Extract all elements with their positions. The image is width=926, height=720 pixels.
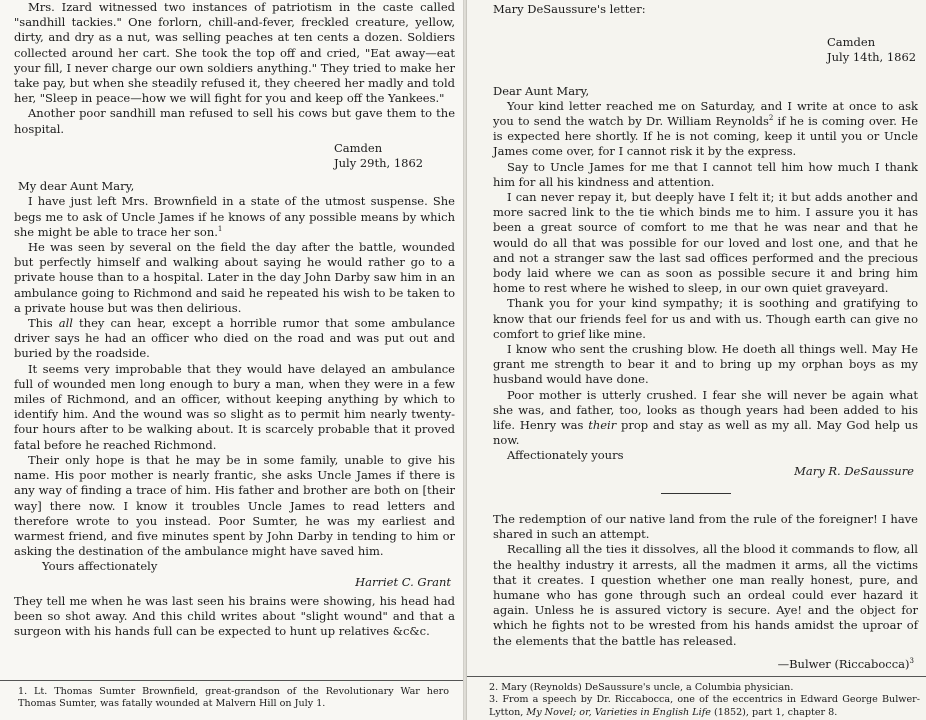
letter-paragraph-5: I know who sent the crushing blow. He doeth all things well. May He grant me strength to bear it and to bring up my orphan boys as my husband would have done. [493,342,918,387]
footnote-ref-1: 1 [217,225,223,234]
letter-closing: Affectionately yours [507,448,624,463]
footnote-ref-3: 3 [909,656,914,665]
letter-date: July 29th, 1862 [334,156,424,171]
footnotes-right [489,682,920,719]
letter-paragraph-1: I have just left Mrs. Brownfield in a state of the utmost suspense. She begs me to ask of Uncle James if he knows of any possible means by which she might be able to trace her son.$^1$ [14,194,455,239]
letter-paragraph-3: This all they can hear, except a horrible rumor that some ambulance driver says he had an officer who died on the road and was put out and buried by the roadside. [14,316,456,361]
letter-paragraph-2: He was seen by several on the field the day after the battle, wounded but perfectly himself and walking about saying he would rather go to a private house than to a hospital. Later in the day John Darby saw him in an ambulance going to Richmond and said he repeated his wish to be taken to a private house but was then delirious. [14,240,455,315]
right-column [493,2,918,672]
quote-paragraph-1: The redemption of our native land from the rule of the foreigner! I have shared in such an attempt. [493,511,918,542]
section-heading: Mary DeSaussure's letter: [493,2,646,16]
letter-salutation: Dear Aunt Mary, [493,83,590,98]
intro-paragraph-1: Mrs. Izard witnessed two instances of patriotism in the caste called "sandhill tackies." One forlorn, chill-and-fever, freckled creature, yellow, dirty, and dry as a nut, was selling peaches at ten cents a dozen. Soldiers collected around her cart. She took the top off and cried, "Eat away—eat your fill, I never charge our own soldiers anything." They tried to make her take pay, but when she steadily refused it, they cheered her madly and told her, "Sleep in peace—how we will fight for you and keep off the Yankees." [14,0,455,106]
left-column [14,0,455,639]
letter-paragraph-1: Your kind letter reached me on Saturday, and I write at once to ask you to send the watch by Dr. William Reynolds$^2$ if he is coming over. He is expected here shortly. If he is not coming, keep it until you or Uncle James come over, for I cannot risk it by the express. [493,98,919,159]
letter-paragraph-6: Poor mother is utterly crushed. I fear she will never be again what she was, and father, too, looks as though years had been added to his life. Henry was their prop and stay as well as my all. May God help us now. [493,387,918,448]
commentary-paragraph: They tell me when he was last seen his brains were showing, his head had been so shot away. And this child writes about "slight wound" and that a surgeon with his hands full can be expected to hunt up relatives &c&c. [14,593,455,639]
footnote-2: 2. Mary (Reynolds) DeSaussure's uncle, a Columbia physician. [489,682,794,693]
letter-place: Camden [827,35,876,50]
letter-place: Camden [334,140,383,155]
footnote-1: 1. Lt. Thomas Sumter Brownfield, great-grandson of the Revolutionary War hero Thomas Sumter, was fatally wounded at Malvern Hill on July 1. [18,686,449,710]
footnote-divider [467,676,926,677]
letter-closing: Yours affectionately [42,559,158,574]
letter-paragraph-4: Thank you for your kind sympathy; it is soothing and gratifying to know that our friends feel for us and with us. Though earth can give no comfort to grief like mine. [493,296,918,341]
quote-paragraph-2: Recalling all the ties it dissolves, all the blood it commands to flow, all the healthy industry it arrests, all the madmen it arms, all the victims that it creates. I question whether one man really honest, pure, and humane who has gone through such an ordeal could ever hazard it again. Unless he is assured victory is secure. Aye! and the object for which he fights not to be wrested from his hands amidst the uproar of the elements that the battle has released. [493,542,918,648]
letter-paragraph-5: Their only hope is that he may be in some family, unable to give his name. His poor mother is nearly frantic, she asks Uncle James if there is any way of finding a trace of him. His father and brother are both on [their way] there now. I know it troubles Uncle James to read letters and therefore wrote to you instead. Poor Sumter, he was my earliest and warmest friend, and five minutes spent by John Darby in tending to him or asking the destination of the ambulance might have saved him. [14,452,455,559]
footnote-divider [0,680,463,681]
footnote-3: 3. From a speech by Dr. Riccabocca, one of the eccentrics in Edward George Bulwer-Lytton, My Novel; or, Varieties in English Life (1852), part 1, chapter 8. [489,694,920,718]
letter-paragraph-4: It seems very improbable that they would have delayed an ambulance full of wounded men long enough to bury a man, when they were in a few miles of Richmond, and an officer, without keeping anything by which to identify him. And the wound was so slight as to permit him nearly twenty-four hours after to be walking about. It is scarcely probable that it proved fatal before he reached Richmond. [14,361,455,452]
letter-paragraph-2: Say to Uncle James for me that I cannot tell him how much I thank him for all his kindness and attention. [493,159,918,189]
intro-paragraph-2: Another poor sandhill man refused to sell his cows but gave them to the hospital. [14,106,455,136]
quote-attribution: —Bulwer (Riccabocca)$^3$ [777,656,914,671]
letter-signature: Mary R. DeSaussure [794,463,914,478]
right-page [467,0,926,720]
footnote-ref-2: 2 [768,114,774,123]
letter-paragraph-3: I can never repay it, but deeply have I felt it; it but adds another and more sacred link to the tie which binds me to him. I assure you it has been a great source of comfort to me that he was near and that he would do all that was possible for our loved and lost one, and that he and not a stranger saw the last sad offices performed and the precious body laid where we can as soon as possible secure it and bring him home to rest where he wished to sleep, in our own quiet graveyard. [493,190,918,296]
letter-salutation: My dear Aunt Mary, [18,179,135,194]
letter-signature: Harriet C. Grant [355,574,451,589]
letter-date: July 14th, 1862 [827,50,917,65]
